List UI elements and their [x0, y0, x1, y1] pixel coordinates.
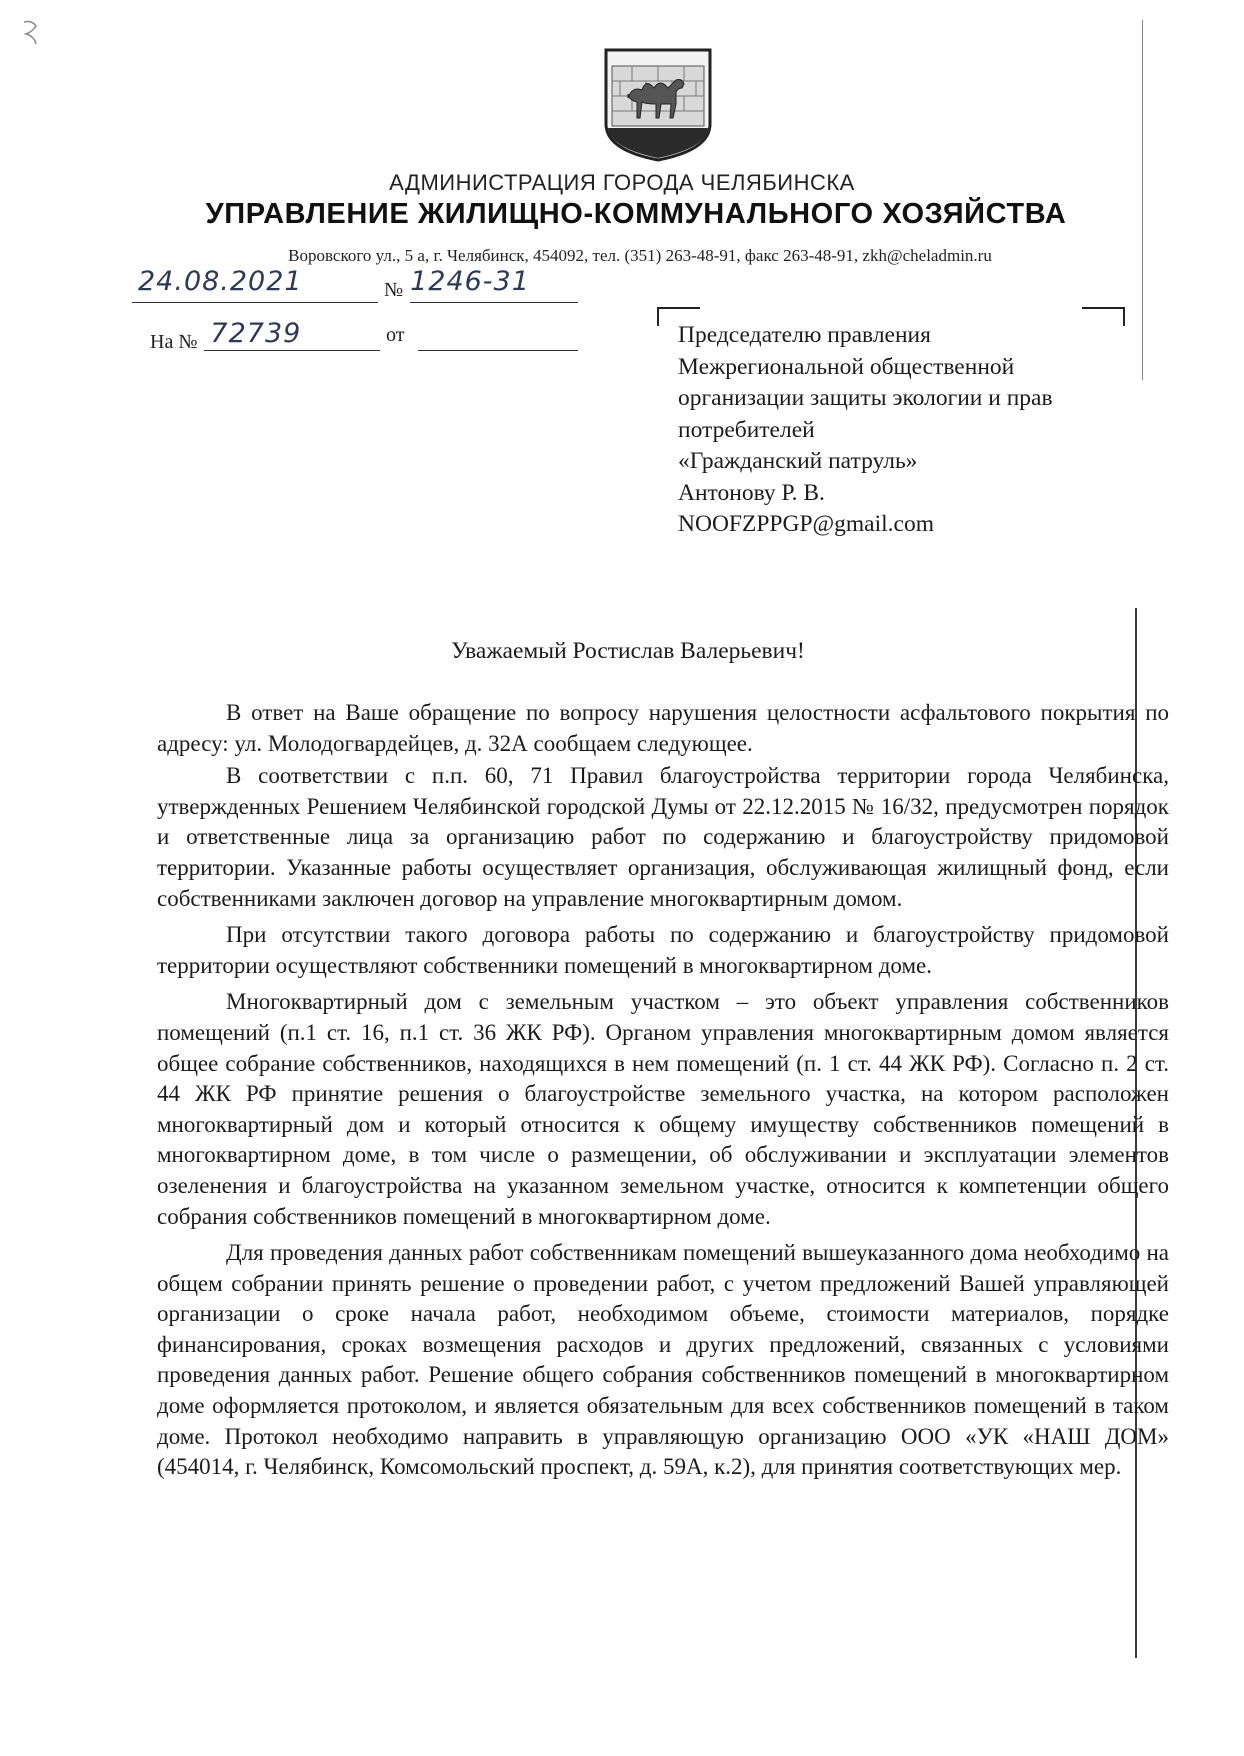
- department-name: УПРАВЛЕНИЕ ЖИЛИЩНО-КОММУНАЛЬНОГО ХОЗЯЙСТВА: [205, 198, 1067, 230]
- reply-from: [386, 324, 404, 347]
- scan-mark: [20, 18, 42, 48]
- addressee-block: [678, 320, 1178, 541]
- number-underline: [410, 302, 578, 303]
- administration-name: АДМИНИСТРАЦИЯ ГОРОДА ЧЕЛЯБИНСКА: [389, 170, 855, 195]
- outgoing-date: [138, 266, 303, 297]
- outgoing-number: [384, 266, 530, 303]
- body-paragraph: В соответствии с п.п. 60, 71 Правил благоустройства территории города Челябинска, утвержденных Решением Челябинской городской Думы от 22.12.2015 № 16/32, предусмотрен порядок и ответственные лица за организацию работ по содержанию и благоустройству придомовой территории. Указанные работы осуществляет организация, обслуживающая жилищный фонд, если собственниками заключен договор на управление многоквартирным домом.: [157, 763, 1169, 911]
- addressee-line: организации защиты экологии и прав: [678, 385, 1053, 411]
- addressee-line: потребителей: [678, 416, 815, 443]
- addressee-line: Антонову Р. В.: [678, 479, 825, 506]
- department-address: Воровского ул., 5 а, г. Челябинск, 454092, тел. (351) 263-48-91, факс 263-48-91, zkh@cheladmin.ru: [288, 246, 992, 265]
- reply-number-underline: [204, 350, 380, 351]
- handwritten-reply-number: 72739: [210, 318, 302, 349]
- salutation: Уважаемый Ростислав Валерьевич!: [451, 638, 805, 664]
- reply-prefix: На №: [150, 331, 198, 353]
- date-underline: [132, 302, 378, 303]
- addressee-line: Председателю правления: [678, 322, 931, 348]
- city-coat-of-arms-icon: [602, 46, 714, 162]
- handwritten-date: 24.08.2021: [138, 266, 303, 297]
- body-paragraph: При отсутствии такого договора работы по содержанию и благоустройству придомовой территории осуществляют собственники помещений в многоквартирном доме.: [157, 922, 1169, 978]
- addressee-line: Межрегиональной общественной: [678, 353, 1015, 380]
- number-prefix: №: [384, 279, 404, 301]
- letter-body: [157, 698, 1169, 1489]
- reply-from-label: от: [386, 324, 405, 346]
- handwritten-number: 1246-31: [410, 266, 530, 297]
- addressee-line: «Гражданский патруль»: [678, 448, 918, 474]
- addressee-email: NOOFZPPGP@gmail.com: [678, 511, 935, 537]
- body-paragraph: Многоквартирный дом с земельным участком – это объект управления собственников помещений (п.1 ст. 16, п.1 ст. 36 ЖК РФ). Органом управления многоквартирным домом является общее собрание собственников, находящихся в нем помещений (п. 1 ст. 44 ЖК РФ). Согласно п. 2 ст. 44 ЖК РФ принятие решения о благоустройстве земельного участка, на котором расположен многоквартирный дом и который относится к общему имуществу собственников помещений в многоквартирном доме, в том числе о размещении, об обслуживании и эксплуатации элементов озеленения и благоустройства на указанном земельном участке, относится к компетенции общего собрания собственников помещений в многоквартирном доме.: [157, 989, 1169, 1229]
- body-paragraph: В ответ на Ваше обращение по вопросу нарушения целостности асфальтового покрытия по адресу: ул. Молодогвардейцев, д. 32А сообщаем следующее.: [157, 700, 1169, 756]
- body-paragraph: Для проведения данных работ собственникам помещений вышеуказанного дома необходимо на общем собрании принять решение о проведении работ, с учетом предложений Вашей управляющей организации о сроке начала работ, необходимом объеме, стоимости материалов, порядке финансирования, сроках возмещения расходов и других предложений, связанных с условиями проведения данных работ. Решение общего собрания собственников помещений в многоквартирном доме оформляется протоколом, и является обязательным для всех собственников помещений в таком доме. Протокол необходимо направить в управляющую организацию ООО «УК «НАШ ДОМ» (454014, г. Челябинск, Комсомольский проспект, д. 59А, к.2), для принятия соответствующих мер.: [157, 1240, 1169, 1480]
- reply-date-underline: [418, 350, 578, 351]
